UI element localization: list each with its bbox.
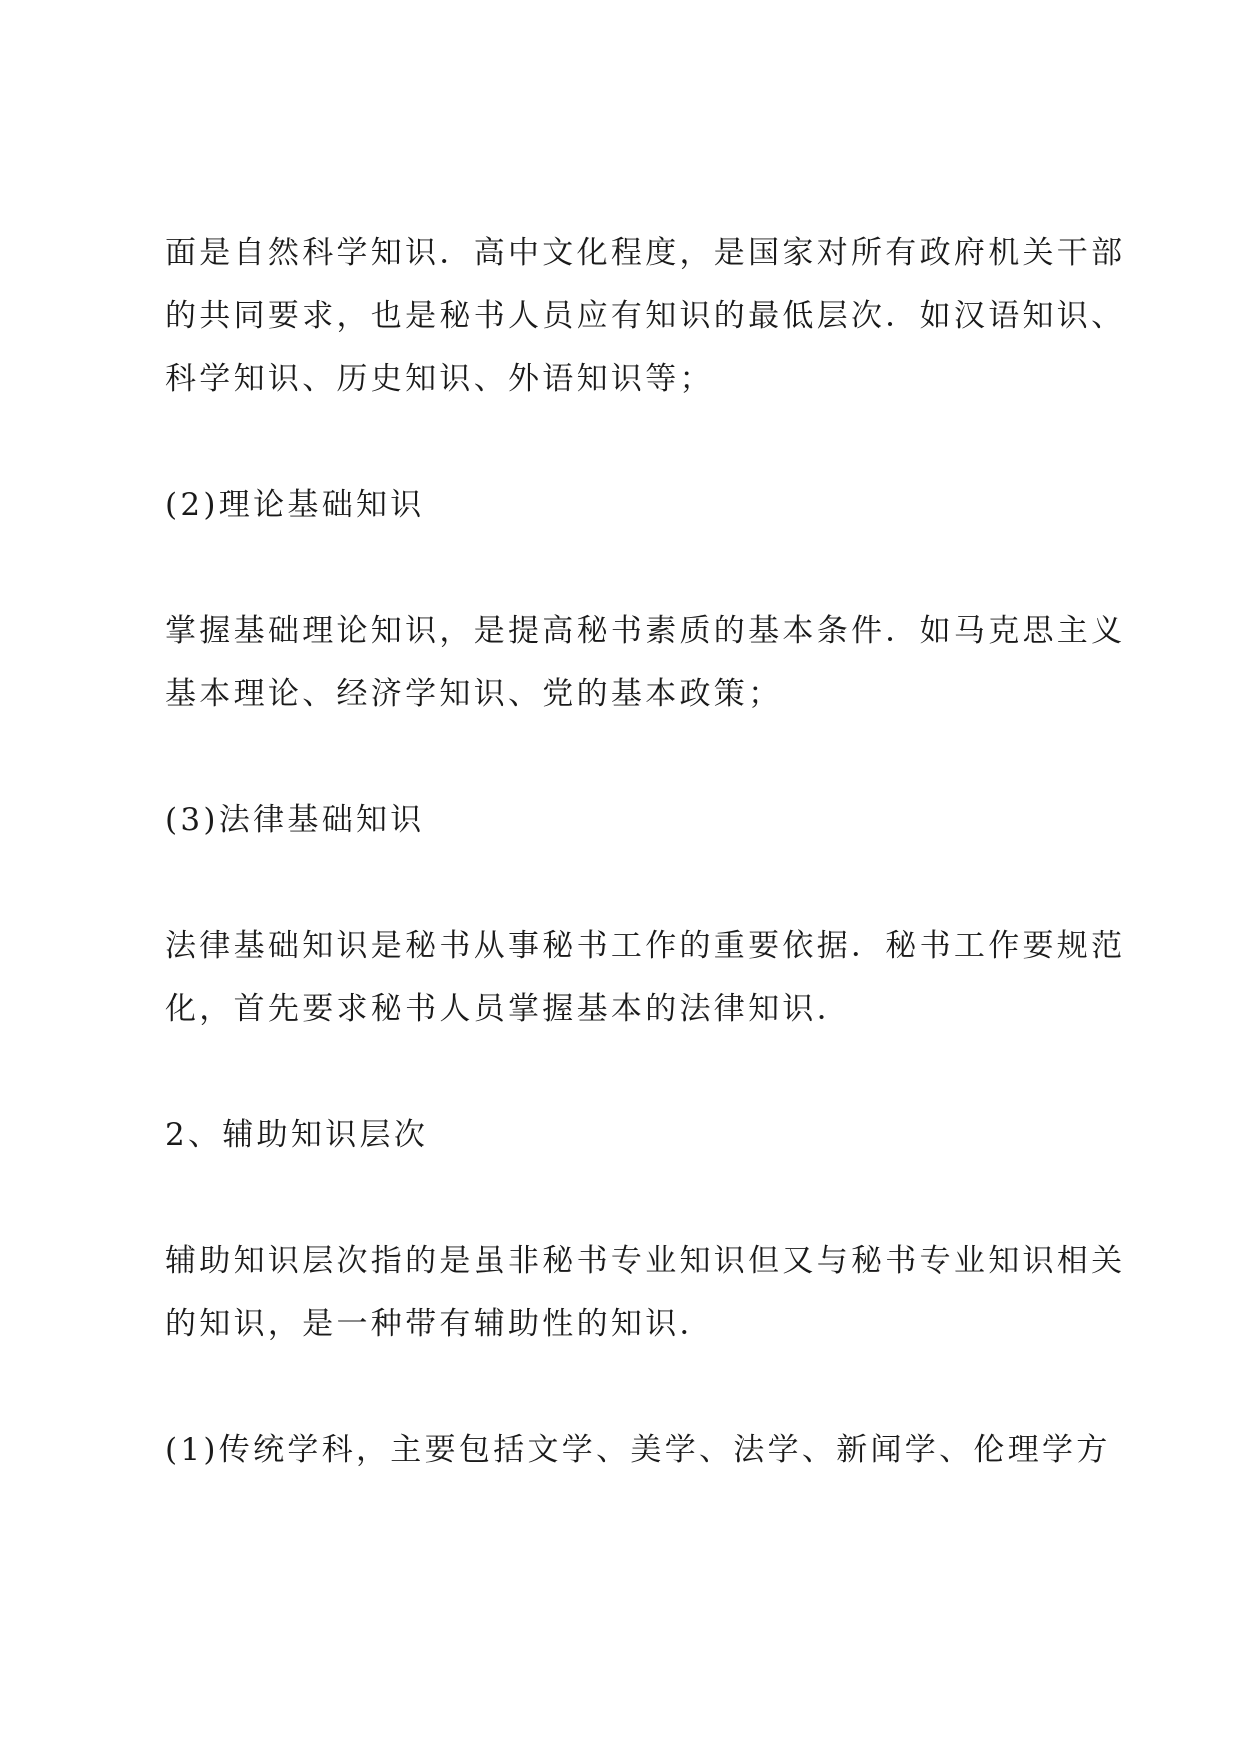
text-line: 掌握基础理论知识，是提高秘书素质的基本条件．如马克思主义 xyxy=(165,613,1126,649)
text-line: 2、辅助知识层次 xyxy=(165,1117,429,1153)
text-line: 基本理论、经济学知识、党的基本政策； xyxy=(165,676,783,712)
paragraph-theory-basics xyxy=(165,600,1126,726)
text-line: 辅助知识层次指的是虽非秘书专业知识但又与秘书专业知识相关 xyxy=(165,1243,1126,1279)
text-line: (2)理论基础知识 xyxy=(165,487,425,523)
text-line: (3)法律基础知识 xyxy=(165,802,425,838)
document-body xyxy=(165,222,1126,1482)
heading-auxiliary-knowledge xyxy=(165,1104,1095,1167)
text-line: 的共同要求，也是秘书人员应有知识的最低层次．如汉语知识、 xyxy=(165,298,1126,334)
paragraph-traditional-disciplines xyxy=(165,1419,1111,1482)
heading-law-basics xyxy=(165,789,1095,852)
text-line: (1)传统学科，主要包括文学、美学、法学、新闻学、伦理学方 xyxy=(165,1432,1111,1468)
paragraph-general-knowledge xyxy=(165,222,1126,411)
text-line: 的知识，是一种带有辅助性的知识． xyxy=(165,1306,714,1342)
text-line: 面是自然科学知识．高中文化程度，是国家对所有政府机关干部 xyxy=(165,235,1126,271)
heading-theory-basics xyxy=(165,474,1095,537)
text-line: 化，首先要求秘书人员掌握基本的法律知识． xyxy=(165,991,851,1027)
paragraph-auxiliary-knowledge xyxy=(165,1230,1126,1356)
text-line: 法律基础知识是秘书从事秘书工作的重要依据．秘书工作要规范 xyxy=(165,928,1126,964)
paragraph-law-basics xyxy=(165,915,1126,1041)
text-line: 科学知识、历史知识、外语知识等； xyxy=(165,361,714,397)
